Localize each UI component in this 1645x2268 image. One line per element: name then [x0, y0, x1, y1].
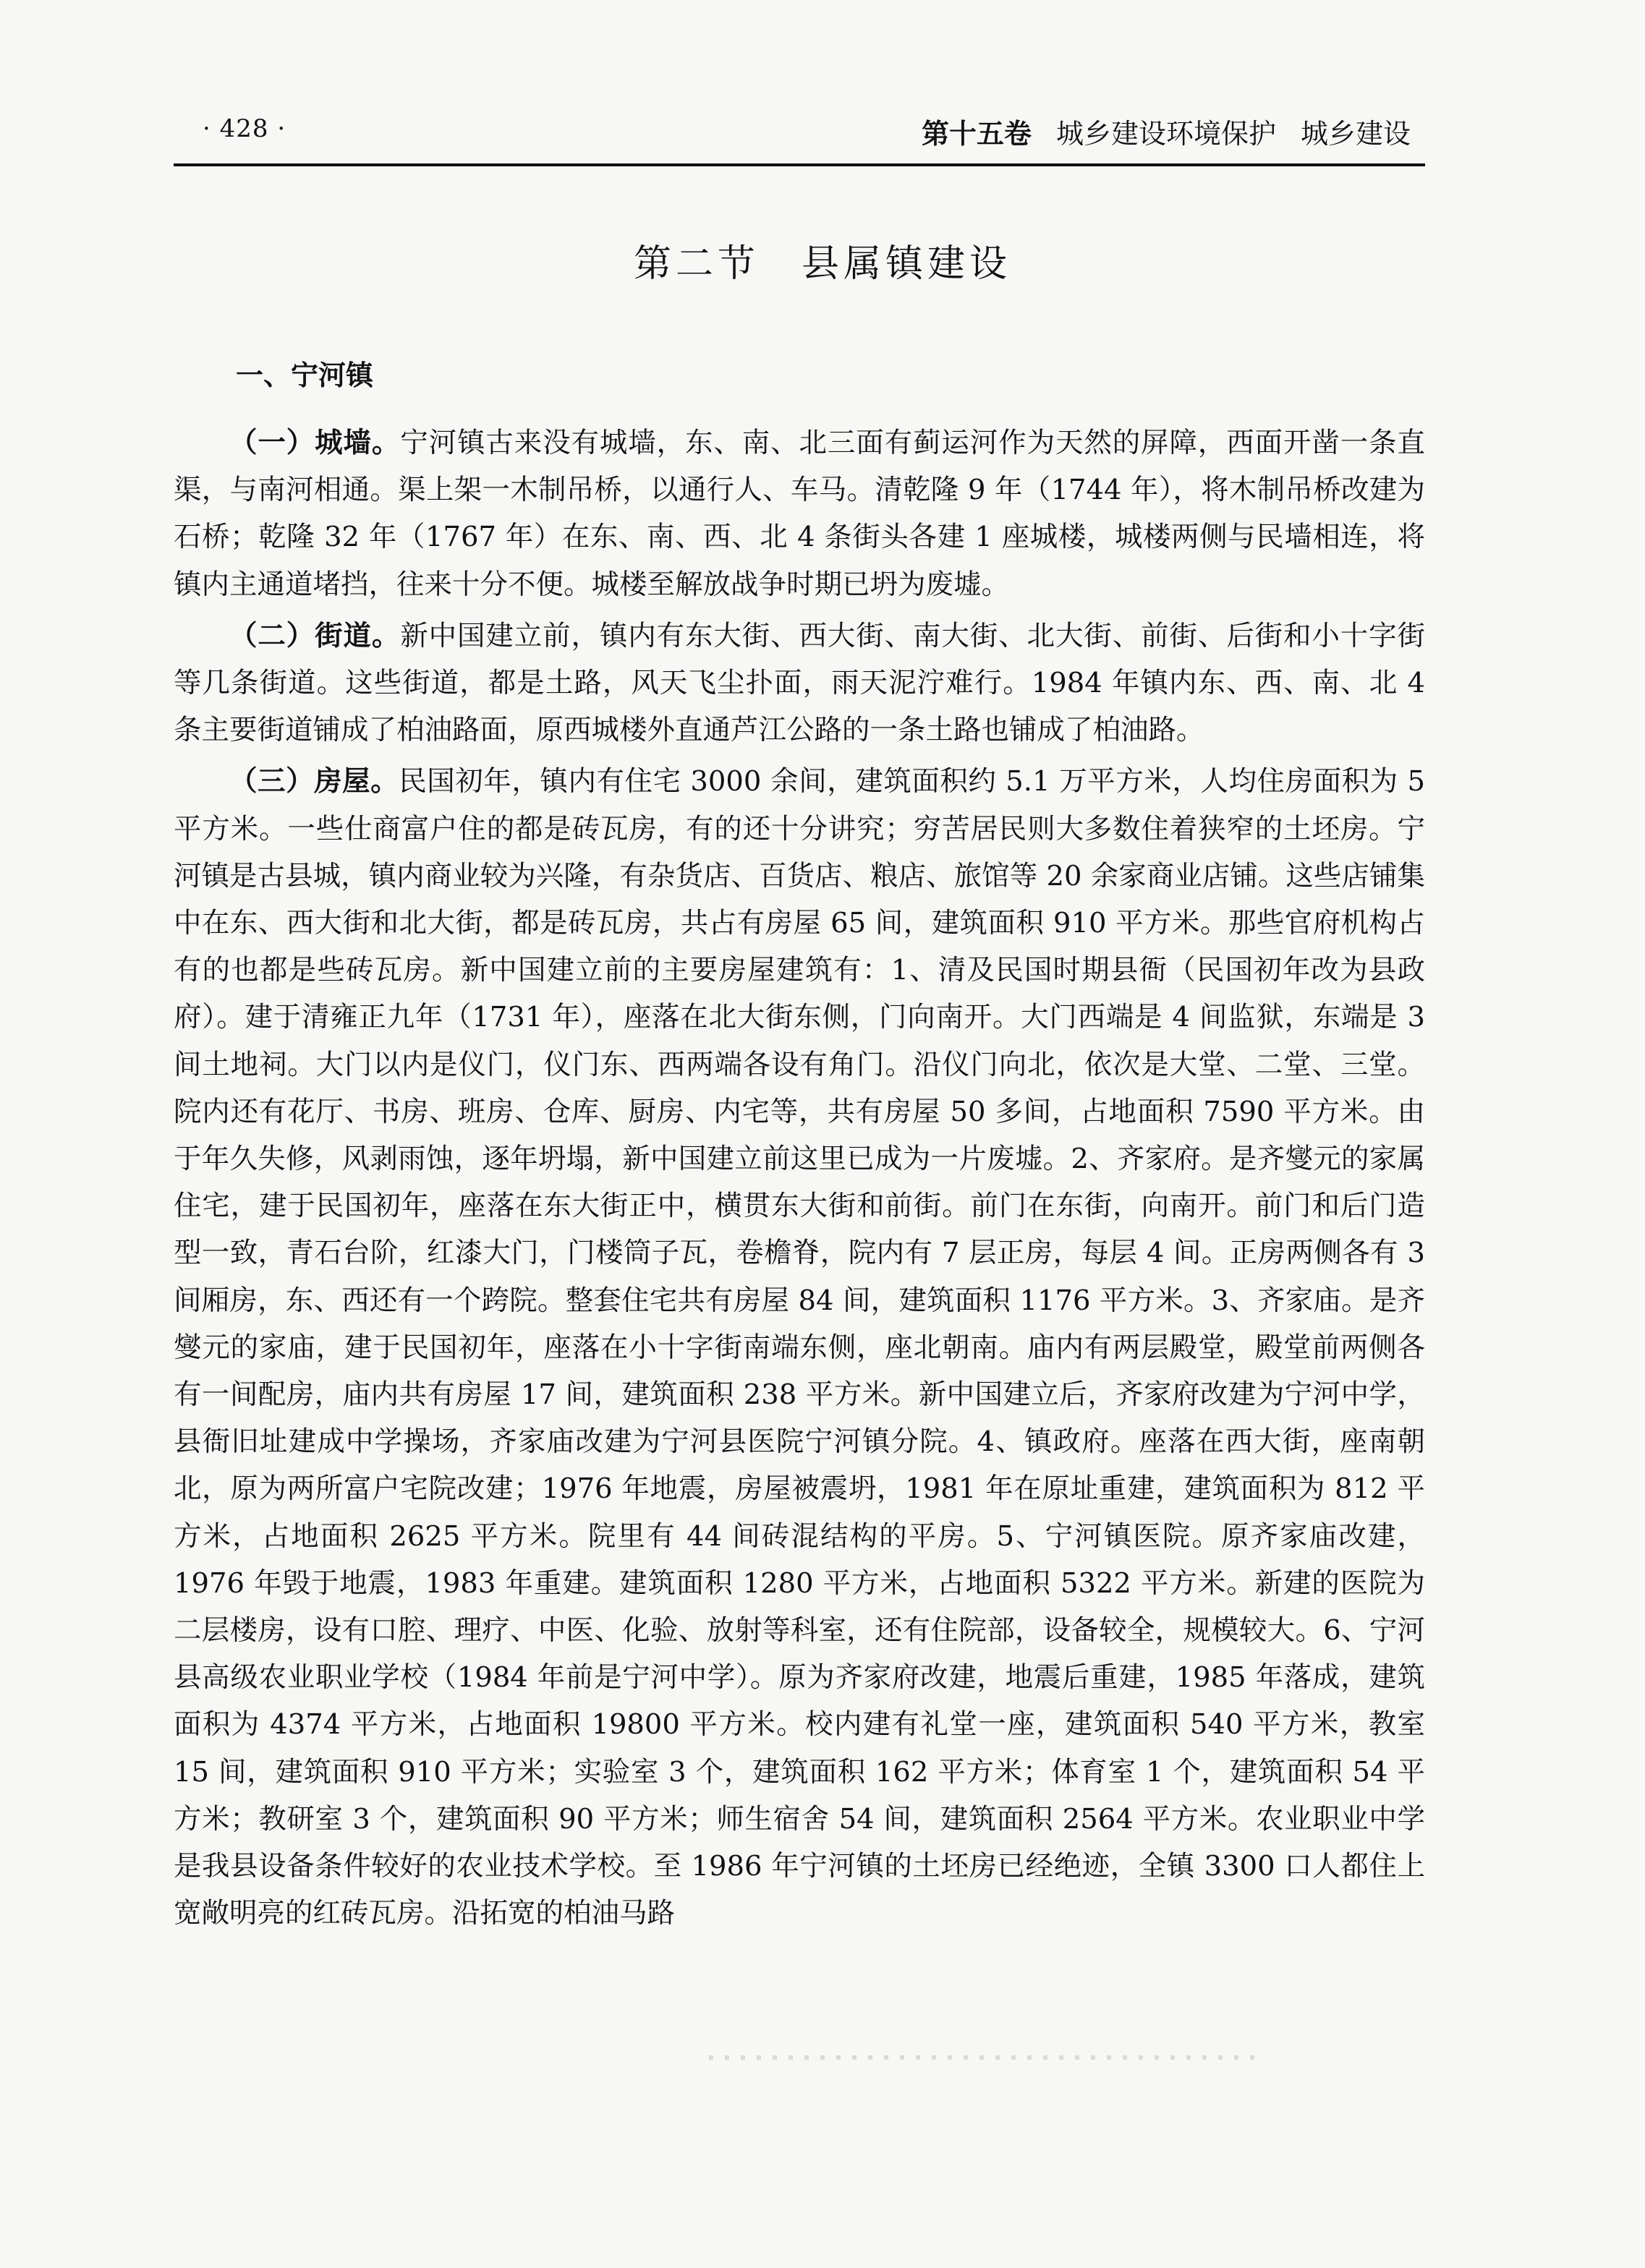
- running-head: [922, 111, 1411, 151]
- paragraph-city-wall: [174, 419, 1425, 608]
- paragraph-text: 新中国建立前，镇内有东大街、西大街、南大街、北大街、前街、后街和小十字街等几条街道。这些街道，都是土路，风天飞尘扑面，雨天泥泞难行。1984 年镇内东、西、南、北 4 条主要街道铺成了柏油路面，原西城楼外直通芦江公路的一条土路也铺成了柏油路。: [174, 619, 1425, 747]
- header-rule: [174, 163, 1425, 166]
- paragraph-lead: （二）街道。: [229, 619, 401, 652]
- section-title: 第二节 县属镇建设: [633, 242, 1011, 286]
- running-head-section-2: 城乡建设: [1300, 118, 1411, 150]
- body-text: [174, 419, 1425, 1942]
- paragraph-lead: （一）城墙。: [229, 427, 401, 459]
- running-head-volume: 第十五卷: [921, 117, 1032, 150]
- page-header: [174, 108, 1418, 159]
- paragraph-houses: [174, 758, 1425, 1937]
- page-number: · 428 ·: [203, 114, 286, 143]
- scan-artifact: [709, 2055, 1259, 2060]
- paragraph-lead: （三）房屋。: [229, 765, 399, 798]
- paragraph-text: 宁河镇古来没有城墙，东、南、北三面有蓟运河作为天然的屏障，西面开凿一条直渠，与南河相通。渠上架一木制吊桥，以通行人、车马。清乾隆 9 年（1744 年），将木制吊桥改建为石桥；乾隆 32 年（1767 年）在东、南、西、北 4 条街头各建 1 座城楼，城楼两侧与民墙相连，将镇内主通道堵挡，往来十分不便。城楼至解放战争时期已坍为废墟。: [174, 427, 1425, 601]
- paragraph-text: 民国初年，镇内有住宅 3000 余间，建筑面积约 5.1 万平方米，人均住房面积为 5 平方米。一些仕商富户住的都是砖瓦房，有的还十分讲究；穷苦居民则大多数住着狭窄的土坯房。宁河镇是古县城，镇内商业较为兴隆，有杂货店、百货店、粮店、旅馆等 20 余家商业店铺。这些店铺集中在东、西大街和北大街，都是砖瓦房，共占有房屋 65 间，建筑面积 910 平方米。那些官府机构占有的也都是些砖瓦房。新中国建立前的主要房屋建筑有：1、清及民国时期县衙（民国初年改为县政府）。建于清雍正九年（1731 年），座落在北大街东侧，门向南开。大门西端是 4 间监狱，东端是 3 间土地祠。大门以内是仪门，仪门东、西两端各设有角门。沿仪门向北，依次是大堂、二堂、三堂。院内还有花厅、书房、班房、仓库、厨房、内宅等，共有房屋 50 多间，占地面积 7590 平方米。由于年久失修，风剥雨蚀，逐年坍塌，新中国建立前这里已成为一片废墟。2、齐家府。是齐燮元的家属住宅，建于民国初年，座落在东大街正中，横贯东大街和前街。前门在东街，向南开。前门和后门造型一致，青石台阶，红漆大门，门楼筒子瓦，卷檐脊，院内有 7 层正房，每层 4 间。正房两侧各有 3 间厢房，东、西还有一个跨院。整套住宅共有房屋 84 间，建筑面积 1176 平方米。3、齐家庙。是齐燮元的家庙，建于民国初年，座落在小十字街南端东侧，座北朝南。庙内有两层殿堂，殿堂前两侧各有一间配房，庙内共有房屋 17 间，建筑面积 238 平方米。新中国建立后，齐家府改建为宁河中学，县衙旧址建成中学操场，齐家庙改建为宁河县医院宁河镇分院。4、镇政府。座落在西大街，座南朝北，原为两所富户宅院改建；1976 年地震，房屋被震坍，1981 年在原址重建，建筑面积为 812 平方米，占地面积 2625 平方米。院里有 44 间砖混结构的平房。5、宁河镇医院。原齐家庙改建，1976 年毁于地震，1983 年重建。建筑面积 1280 平方米，占地面积 5322 平方米。新建的医院为二层楼房，设有口腔、理疗、中医、化验、放射等科室，还有住院部，设备较全，规模较大。6、宁河县高级农业职业学校（1984 年前是宁河中学）。原为齐家府改建，地震后重建，1985 年落成，建筑面积为 4374 平方米，占地面积 19800 平方米。校内建有礼堂一座，建筑面积 540 平方米，教室 15 间，建筑面积 910 平方米；实验室 3 个，建筑面积 162 平方米；体育室 1 个，建筑面积 54 平方米；教研室 3 个，建筑面积 90 平方米；师生宿舍 54 间，建筑面积 2564 平方米。农业职业中学是我县设备条件较好的农业技术学校。至 1986 年宁河镇的土坯房已经绝迹，全镇 3300 口人都住上宽敞明亮的红砖瓦房。沿拓宽的柏油马路: [174, 765, 1425, 1930]
- paragraph-streets: [174, 613, 1425, 754]
- running-head-section-1: 城乡建设环境保护: [1055, 118, 1276, 150]
- subheading: 一、宁河镇: [236, 359, 374, 391]
